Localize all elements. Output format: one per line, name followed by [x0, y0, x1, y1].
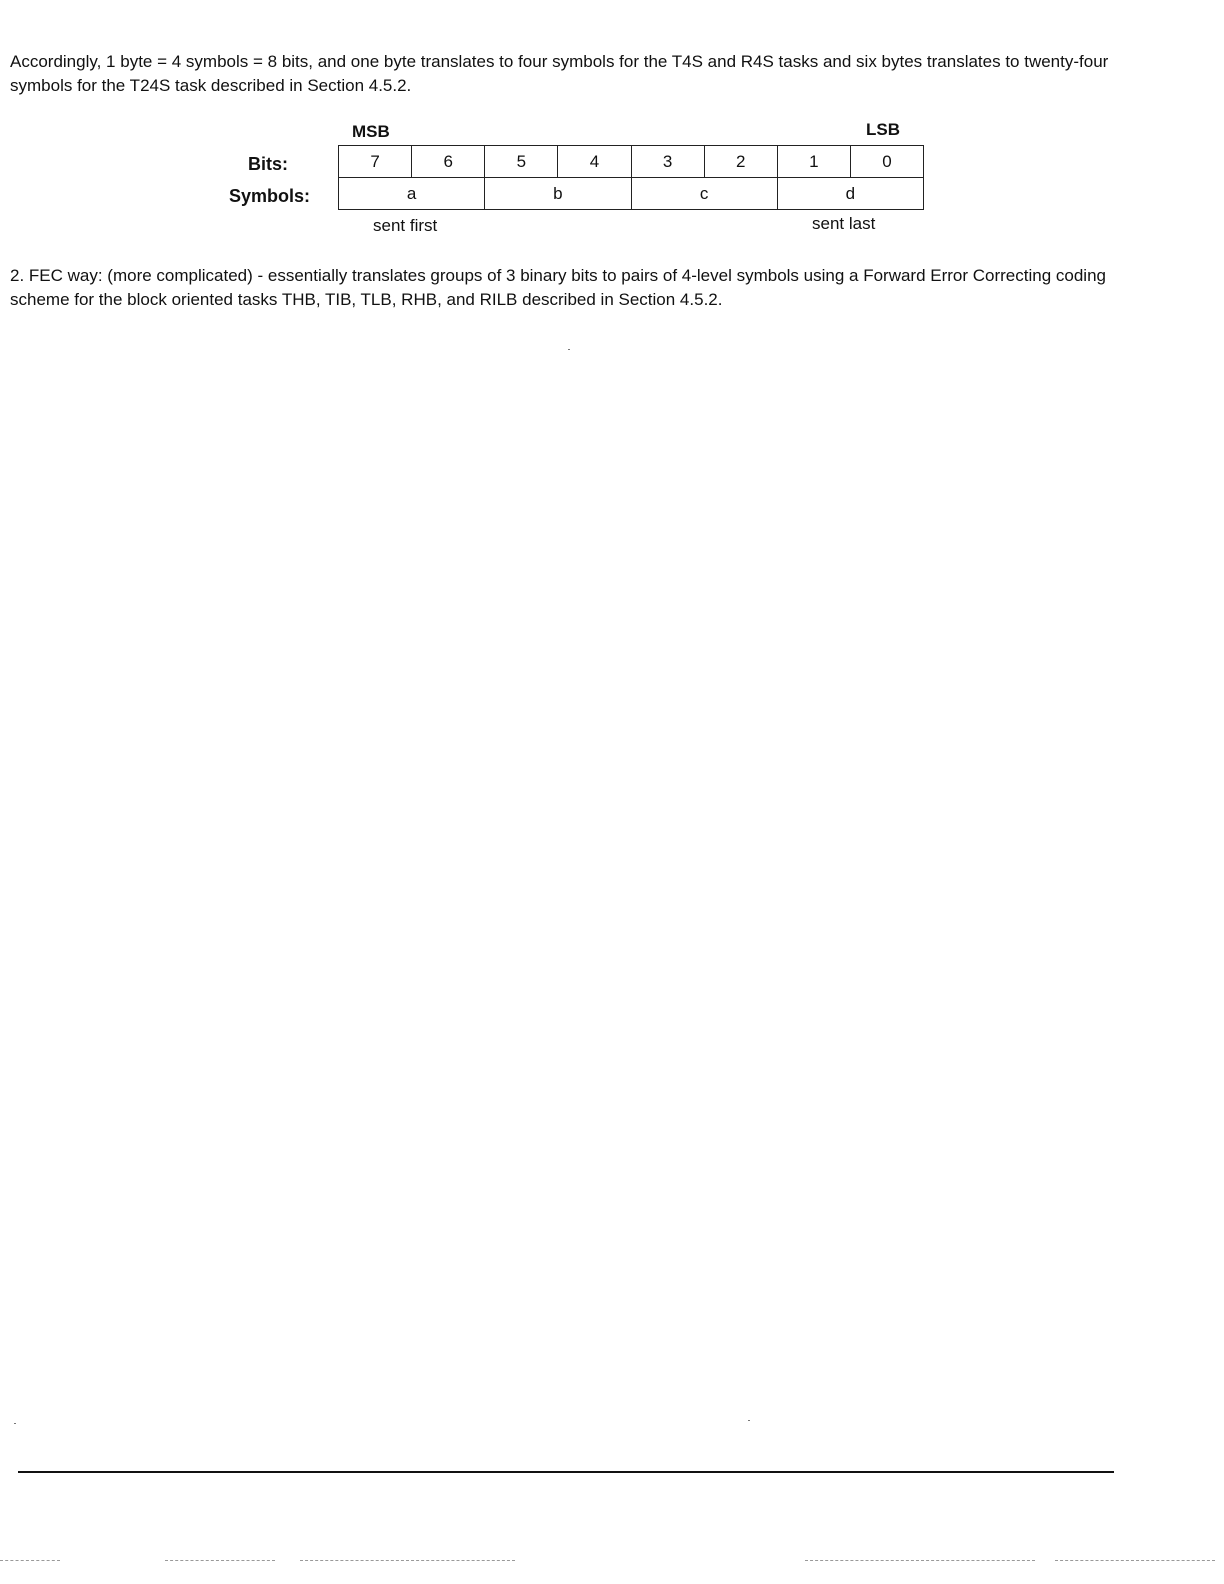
scan-edge-mark — [165, 1560, 275, 1561]
symbol-cell: d — [777, 178, 923, 210]
sent-last-label: sent last — [812, 214, 876, 233]
footer-rule — [18, 1471, 1114, 1473]
bit-cell: 1 — [777, 146, 850, 178]
paragraph-byte-symbols: Accordingly, 1 byte = 4 symbols = 8 bits, and one byte translates to four symbols for the T4S and R4S tasks and six bytes translates to twenty-four symbols for the T24S task described in Section 4.5.2. — [10, 52, 1109, 95]
symbol-cell: b — [485, 178, 631, 210]
msb-label: MSB — [352, 122, 390, 141]
bit-cell: 6 — [412, 146, 485, 178]
symbol-cell: a — [339, 178, 485, 210]
scan-speck — [14, 1423, 16, 1424]
scan-speck — [748, 1420, 750, 1421]
bits-row-label: Bits: — [248, 154, 288, 174]
scan-edge-mark — [805, 1560, 1035, 1561]
symbols-row — [339, 178, 924, 210]
bit-cell: 5 — [485, 146, 558, 178]
bit-cell: 3 — [631, 146, 704, 178]
scan-edge-mark — [300, 1560, 515, 1561]
bit-cell: 7 — [339, 146, 412, 178]
lsb-label: LSB — [866, 120, 900, 139]
scan-edge-mark — [1055, 1560, 1215, 1561]
symbol-cell: c — [631, 178, 777, 210]
bit-cell: 2 — [704, 146, 777, 178]
paragraph-fec-way: 2. FEC way: (more complicated) - essentially translates groups of 3 binary bits to pairs of 4-level symbols using a Forward Error Correcting coding scheme for the block oriented tasks THB, TIB, TLB, RHB, and RILB described in Section 4.5.2. — [10, 266, 1106, 309]
bit-cell: 4 — [558, 146, 631, 178]
symbols-row-label: Symbols: — [228, 186, 310, 206]
scan-edge-mark — [0, 1560, 60, 1561]
bit-symbol-table — [338, 145, 924, 210]
scan-speck — [568, 349, 570, 350]
sent-first-label: sent first — [373, 216, 438, 235]
bits-row — [339, 146, 924, 178]
bit-cell: 0 — [850, 146, 923, 178]
